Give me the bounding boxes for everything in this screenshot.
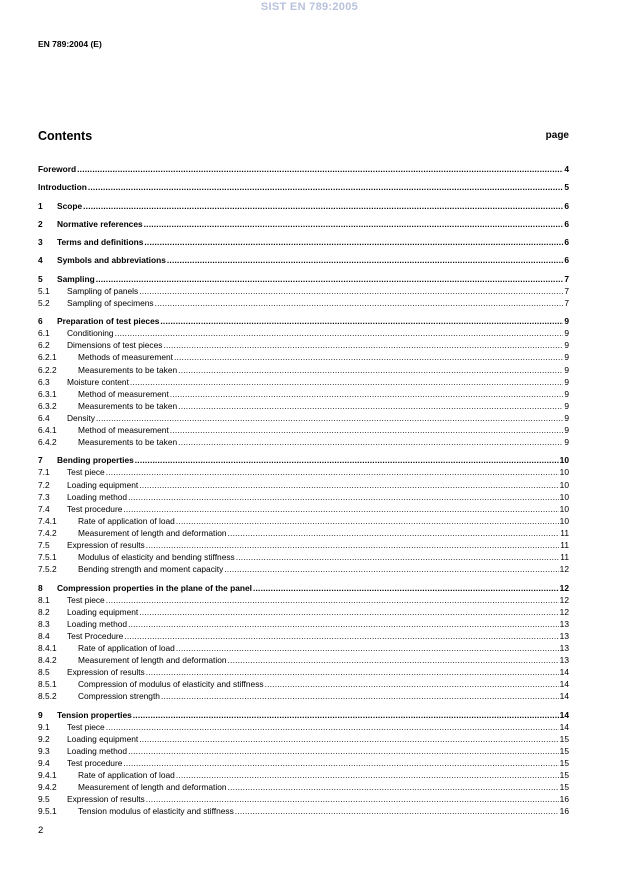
toc-entry-page: 13 [559,630,569,641]
toc-entry-title: Sampling of panels [67,285,139,296]
toc-entry-body [67,606,569,618]
toc-entry-body [57,273,569,285]
dot-leader [139,479,558,491]
toc-entry[interactable] [38,436,569,448]
toc-entry-page: 9 [564,352,569,363]
toc-entry-page: 6 [564,255,569,266]
toc-entry-number: 8.5 [38,667,50,678]
dot-leader [139,606,558,618]
toc-entry-page: 12 [559,606,569,617]
toc-entry-number: 6.3 [38,376,50,387]
toc-entry-title: Loading method [67,618,128,629]
toc-entry-title: Compression properties in the plane of the panel [57,582,252,593]
toc-entry-number: 6.1 [38,328,50,339]
toc-entry[interactable] [38,351,569,363]
toc-entry-page: 9 [564,437,569,448]
toc-entry[interactable] [38,254,569,266]
toc-entry-number: 9.5 [38,794,50,805]
toc-entry-body [67,618,569,630]
watermark: SIST EN 789:2005 [260,1,359,13]
toc-entry[interactable] [38,666,569,678]
toc-entry-body [57,454,569,466]
toc-entry-body [78,642,569,654]
toc-entry-body [67,721,569,733]
toc-entry-number: 8.4.1 [38,642,57,653]
toc-entry-number: 5.2 [38,297,50,308]
toc-entry[interactable] [38,563,569,575]
toc-entry-number: 7.5.2 [38,564,57,575]
toc-entry-body [78,563,569,575]
toc-entry-title: Method of measurement [78,388,169,399]
toc-entry-page: 10 [559,503,569,514]
toc-entry-number: 8.5.1 [38,679,57,690]
toc-entry-page: 10 [559,467,569,478]
toc-entry-page: 9 [564,340,569,351]
toc-entry-number: 8.4 [38,630,50,641]
toc-entry-title: Compression strength [78,691,160,702]
dot-leader [139,733,558,745]
toc-entry-number: 7.3 [38,491,50,502]
toc-entry-number: 5 [38,273,43,284]
toc-entry-title: Loading method [67,491,128,502]
toc-entry-page: 15 [559,733,569,744]
toc-entry-title: Test piece [67,467,105,478]
toc-entry-body [78,424,569,436]
dot-leader [176,769,559,781]
toc-entry-page: 11 [560,540,569,551]
toc-entry-page: 13 [559,618,569,629]
toc-entry-page: 16 [559,806,569,817]
toc-entry[interactable] [38,327,569,339]
toc-entry-body [57,582,569,594]
toc-entry-number: 1 [38,200,43,211]
toc-entry-page: 13 [559,642,569,653]
toc-entry-page: 14 [559,691,569,702]
toc-entry-page: 15 [559,782,569,793]
dot-leader [155,297,564,309]
toc-entry[interactable] [38,582,569,594]
toc-entry-body [67,479,569,491]
toc-entry[interactable] [38,491,569,503]
toc-entry[interactable] [38,200,569,212]
toc-entry-number: 7 [38,455,43,466]
dot-leader [228,781,559,793]
toc-entry-page: 11 [560,552,569,563]
toc-entry-title: Bending strength and moment capacity [78,564,224,575]
dot-leader [146,666,559,678]
toc-entry-title: Method of measurement [78,425,169,435]
dot-leader [96,412,563,424]
toc-entry-number: 7.4.2 [38,527,57,538]
toc-entry[interactable] [38,424,569,436]
toc-entry-page: 14 [559,709,569,720]
toc-entry[interactable] [38,236,569,248]
toc-entry-title: Test piece [67,721,105,732]
toc-entry[interactable] [38,721,569,733]
toc-entry-body [78,400,569,412]
dot-leader [167,254,563,266]
toc-entry-body [78,515,569,527]
toc-entry-page: 6 [564,237,569,248]
toc-entry-body [67,539,569,551]
toc-entry-body [67,594,569,606]
dot-leader [106,594,559,606]
contents-header [38,129,569,145]
dot-leader [88,181,563,193]
toc-entry[interactable] [38,388,569,400]
toc-entry-body [78,769,569,781]
toc-entry[interactable] [38,376,569,388]
toc-entry-title: Sampling [57,273,95,284]
toc-entry-body [67,327,569,339]
dot-leader [123,503,558,515]
dot-leader [146,793,559,805]
toc-entry-page: 9 [564,376,569,387]
dot-leader [236,551,560,563]
dot-leader [77,163,563,175]
dot-leader [124,630,558,642]
toc-entry[interactable] [38,527,569,539]
toc-entry-page: 11 [560,527,569,538]
toc-entry-number: 7.4.1 [38,515,57,526]
toc-entry-title: Measurements to be taken [78,400,178,411]
toc-entry-page: 9 [564,388,569,399]
toc-entry[interactable] [38,781,569,793]
toc-entry-body [78,436,569,448]
toc-entry[interactable] [38,163,569,175]
toc-entry[interactable] [38,769,569,781]
toc-entry[interactable] [38,733,569,745]
toc-entry-page: 10 [559,515,569,526]
toc-entry-page: 12 [559,582,569,593]
toc-entry-title: Preparation of test pieces [57,316,160,327]
toc-entry-title: Introduction [38,182,87,193]
toc-entry-page: 9 [564,412,569,423]
dot-leader [83,200,563,212]
toc-entry-number: 6.4.2 [38,437,57,448]
dot-leader [224,563,558,575]
dot-leader [130,376,563,388]
toc-entry-page: 9 [564,364,569,375]
toc-entry[interactable] [38,515,569,527]
toc-entry[interactable] [38,654,569,666]
toc-entry-body [67,666,569,678]
toc-entry-title: Dimensions of test pieces [67,340,163,351]
toc-entry-body [57,709,569,721]
dot-leader [106,466,559,478]
dot-leader [146,539,560,551]
toc-entry[interactable] [38,745,569,757]
toc-entry-title: Measurement of length and deformation [78,655,227,666]
toc-entry[interactable] [38,551,569,563]
toc-entry[interactable] [38,454,569,466]
toc-entry-page: 9 [564,316,569,327]
toc-entry-number: 9.4.1 [38,770,57,781]
toc-entry-page: 15 [559,758,569,768]
toc-entry-body [78,781,569,793]
toc-entry[interactable] [38,339,569,351]
toc-entry-body [67,491,569,503]
toc-entry[interactable] [38,479,569,491]
dot-leader [144,218,564,230]
toc-entry-page: 15 [559,745,569,756]
toc-entry-page: 9 [564,328,569,339]
toc-entry-number: 9.5.1 [38,806,57,817]
toc-entry-title: Modulus of elasticity and bending stiffness [78,552,235,563]
toc-entry-number: 6.2 [38,340,50,351]
dot-leader [176,642,559,654]
toc-entry[interactable] [38,364,569,376]
toc-entry-page: 14 [559,679,569,690]
toc-entry-title: Terms and definitions [57,237,144,248]
dot-leader [133,709,559,721]
toc-entry[interactable] [38,315,569,327]
toc-entry-page: 4 [564,164,569,174]
dot-leader [265,678,559,690]
dot-leader [160,315,563,327]
toc-entry-title: Density [67,412,95,423]
toc-entry-body [67,297,569,309]
toc-entry-number: 8.4.2 [38,655,57,666]
toc-entry-page: 15 [559,770,569,781]
toc-entry[interactable] [38,805,569,817]
toc-entry-number: 9 [38,709,43,720]
toc-entry[interactable] [38,503,569,515]
dot-leader [128,745,559,757]
toc-entry-body [67,630,569,642]
toc-entry-number: 6.2.1 [38,352,57,363]
toc-entry-page: 14 [559,721,569,732]
toc-entry-body [78,805,569,817]
toc-entry-body [78,388,569,400]
toc-entry-number: 6.3.2 [38,400,57,411]
toc-entry[interactable] [38,642,569,654]
toc-entry-number: 7.5 [38,540,50,551]
dot-leader [163,339,563,351]
toc-entry-title: Tension modulus of elasticity and stiffness [78,806,234,817]
toc-entry-page: 13 [559,655,569,666]
toc-entry-body [67,285,569,297]
toc-entry-number: 9.4 [38,758,50,768]
toc-entry-number: 9.3 [38,745,50,756]
toc-entry-title: Test Procedure [67,630,124,641]
toc-entry-title: Sampling of specimens [67,297,154,308]
dot-leader [228,654,559,666]
toc-entry[interactable] [38,690,569,702]
toc-entry-title: Expression of results [67,667,145,678]
toc-entry-title: Scope [57,200,83,211]
toc-entry-number: 8.3 [38,618,50,629]
toc-entry-body [67,503,569,515]
toc-entry-body [78,351,569,363]
toc-entry-number: 8.2 [38,606,50,617]
dot-leader [253,582,559,594]
dot-leader [115,327,564,339]
document-id: EN 789:2004 (E) [38,39,102,49]
toc-entry-title: Measurement of length and deformation [78,527,227,538]
toc-entry-body [57,254,569,266]
toc-entry-body [57,200,569,212]
toc-entry-page: 7 [564,273,569,284]
toc-entry-number: 3 [38,237,43,248]
toc-entry[interactable] [38,273,569,285]
toc-entry-body [78,654,569,666]
toc-entry-body [67,339,569,351]
toc-entry-title: Test procedure [67,503,123,514]
toc-entry-body [67,376,569,388]
table-of-contents [38,163,569,817]
toc-entry-title: Rate of application of load [78,515,175,526]
toc-entry-body [67,466,569,478]
toc-entry-number: 9.2 [38,733,50,744]
toc-entry-title: Moisture content [67,376,129,387]
contents-title: Contents [38,129,93,143]
toc-entry-body [78,690,569,702]
toc-entry-body [67,793,569,805]
dot-leader [178,436,563,448]
dot-leader [128,491,559,503]
toc-entry[interactable] [38,218,569,230]
toc-entry-title: Loading equipment [67,606,139,617]
toc-entry-title: Test procedure [67,758,123,768]
dot-leader [161,690,559,702]
toc-entry-page: 9 [564,425,569,435]
toc-entry-number: 7.5.1 [38,552,57,563]
toc-entry-body [67,733,569,745]
toc-entry-title: Loading equipment [67,733,139,744]
toc-entry-body [78,678,569,690]
toc-entry-page: 14 [559,667,569,678]
toc-entry-page: 5 [564,182,569,193]
toc-entry-body [67,757,569,769]
toc-entry-body [78,527,569,539]
toc-entry-page: 7 [564,285,569,296]
toc-entry-page: 10 [559,491,569,502]
toc-entry-number: 8 [38,582,43,593]
toc-entry-title: Loading equipment [67,479,139,490]
toc-entry-page: 12 [559,564,569,575]
toc-entry-title: Loading method [67,745,128,756]
dot-leader [235,805,559,817]
toc-entry-title: Measurement of length and deformation [78,782,227,793]
toc-entry-body [38,163,569,175]
toc-entry-number: 2 [38,218,43,229]
toc-entry-title: Measurements to be taken [78,437,178,448]
toc-entry-number: 7.4 [38,503,50,514]
toc-entry-number: 4 [38,255,43,266]
toc-entry-number: 5.1 [38,285,50,296]
dot-leader [170,424,564,436]
toc-entry-title: Measurements to be taken [78,364,178,375]
dot-leader [170,388,564,400]
toc-entry-body [57,218,569,230]
toc-entry-number: 9.4.2 [38,782,57,793]
toc-entry-page: 16 [559,794,569,805]
dot-leader [176,515,559,527]
dot-leader [228,527,560,539]
dot-leader [139,285,563,297]
toc-entry-number: 7.1 [38,467,50,478]
toc-entry[interactable] [38,618,569,630]
toc-entry-body [78,364,569,376]
toc-entry-title: Normative references [57,218,143,229]
toc-entry[interactable] [38,400,569,412]
toc-entry-page: 6 [564,218,569,229]
toc-entry-title: Tension properties [57,709,132,720]
toc-entry-page: 9 [564,400,569,411]
toc-entry-body [67,745,569,757]
toc-entry-page: 6 [564,200,569,211]
toc-entry[interactable] [38,539,569,551]
dot-leader [123,757,558,769]
toc-entry-body [38,181,569,193]
toc-entry[interactable] [38,285,569,297]
page-column-label: page [545,130,569,141]
dot-leader [96,273,564,285]
toc-entry-page: 10 [559,455,569,466]
toc-entry-page: 7 [564,297,569,308]
toc-entry[interactable] [38,181,569,193]
toc-entry-title: Foreword [38,164,77,174]
dot-leader [178,400,563,412]
toc-entry-title: Conditioning [67,328,114,339]
toc-entry-page: 10 [559,479,569,490]
toc-entry[interactable] [38,412,569,424]
dot-leader [174,351,563,363]
toc-entry-number: 6.4.1 [38,425,57,435]
toc-entry-title: Test piece [67,594,105,605]
toc-entry-number: 6.2.2 [38,364,57,375]
toc-entry-body [78,551,569,563]
toc-entry-title: Rate of application of load [78,642,175,653]
toc-entry-body [57,315,569,327]
toc-entry[interactable] [38,793,569,805]
toc-entry-number: 7.2 [38,479,50,490]
toc-entry-body [57,236,569,248]
toc-entry[interactable] [38,709,569,721]
toc-entry-number: 6 [38,316,43,327]
toc-entry-title: Expression of results [67,540,145,551]
toc-entry-number: 9.1 [38,721,50,732]
dot-leader [128,618,559,630]
dot-leader [135,454,559,466]
toc-entry-page: 12 [559,594,569,605]
dot-leader [178,364,563,376]
toc-entry-number: 6.3.1 [38,388,57,399]
toc-entry-title: Rate of application of load [78,770,175,781]
toc-entry[interactable] [38,594,569,606]
toc-entry-title: Bending properties [57,455,134,466]
dot-leader [144,236,563,248]
toc-entry[interactable] [38,757,569,769]
toc-entry[interactable] [38,606,569,618]
toc-entry-title: Expression of results [67,794,145,805]
toc-entry[interactable] [38,678,569,690]
page-number: 2 [38,825,44,836]
toc-entry[interactable] [38,297,569,309]
toc-entry-number: 8.5.2 [38,691,57,702]
toc-entry-title: Methods of measurement [78,352,173,363]
toc-entry-title: Symbols and abbreviations [57,255,166,266]
toc-entry[interactable] [38,630,569,642]
toc-entry[interactable] [38,466,569,478]
toc-entry-number: 8.1 [38,594,50,605]
toc-entry-title: Compression of modulus of elasticity and stiffness [78,679,264,690]
toc-entry-number: 6.4 [38,412,50,423]
toc-entry-body [67,412,569,424]
dot-leader [106,721,559,733]
